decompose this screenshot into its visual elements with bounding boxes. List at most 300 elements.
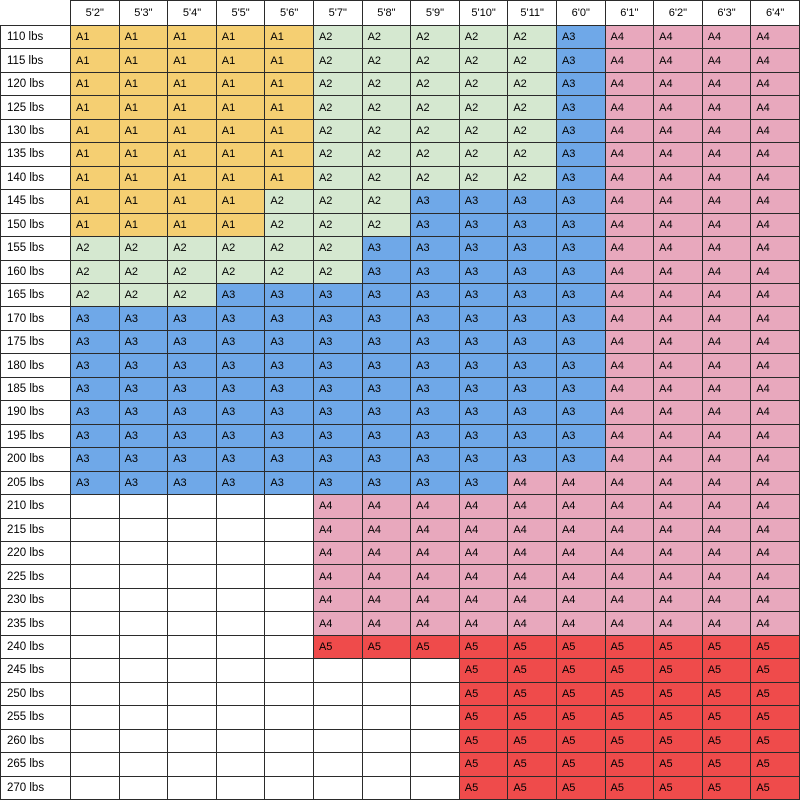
row-header-weight: 240 lbs [1,635,71,658]
matrix-cell-empty [216,753,265,776]
matrix-cell: A4 [702,143,751,166]
matrix-cell-empty [411,776,460,800]
matrix-cell: A1 [119,143,168,166]
matrix-cell: A4 [362,541,411,564]
matrix-cell: A4 [605,119,654,142]
matrix-cell: A2 [459,166,508,189]
matrix-row [1,26,800,49]
matrix-cell-empty [216,776,265,800]
matrix-cell: A3 [556,260,605,283]
matrix-cell: A4 [751,401,800,424]
row-header-weight: 120 lbs [1,72,71,95]
matrix-row [1,401,800,424]
matrix-cell: A5 [605,635,654,658]
matrix-cell: A2 [313,143,362,166]
matrix-cell-empty [216,518,265,541]
matrix-cell-empty [168,659,217,682]
matrix-cell: A2 [508,119,557,142]
matrix-cell: A2 [362,26,411,49]
matrix-cell: A4 [702,588,751,611]
matrix-cell: A1 [168,166,217,189]
matrix-cell-empty [362,776,411,800]
matrix-cell-empty [71,729,120,752]
matrix-cell: A1 [216,72,265,95]
matrix-cell: A4 [702,307,751,330]
matrix-cell: A3 [508,424,557,447]
matrix-cell: A2 [362,49,411,72]
matrix-cell: A3 [459,354,508,377]
matrix-cell: A3 [459,307,508,330]
matrix-cell-empty [265,682,314,705]
matrix-cell: A1 [71,190,120,213]
matrix-cell: A2 [362,190,411,213]
matrix-cell-empty [265,729,314,752]
matrix-cell: A4 [702,283,751,306]
matrix-cell: A4 [702,471,751,494]
matrix-cell-empty [313,776,362,800]
matrix-cell: A4 [459,541,508,564]
matrix-cell: A4 [654,354,703,377]
matrix-cell: A3 [362,377,411,400]
matrix-cell: A2 [459,72,508,95]
matrix-cell: A5 [751,682,800,705]
row-header-weight: 150 lbs [1,213,71,236]
row-header-weight: 180 lbs [1,354,71,377]
matrix-cell: A4 [362,588,411,611]
matrix-cell: A2 [216,260,265,283]
matrix-row [1,565,800,588]
matrix-cell: A1 [216,213,265,236]
matrix-cell: A4 [605,260,654,283]
matrix-cell: A1 [216,119,265,142]
matrix-cell: A5 [556,729,605,752]
matrix-cell: A3 [556,330,605,353]
matrix-cell: A3 [508,448,557,471]
matrix-cell-empty [119,565,168,588]
column-header-height: 5'10" [459,1,508,26]
matrix-cell: A3 [411,330,460,353]
matrix-cell: A4 [556,588,605,611]
matrix-cell: A2 [119,283,168,306]
row-header-weight: 270 lbs [1,776,71,800]
matrix-cell: A1 [119,26,168,49]
matrix-cell: A5 [654,729,703,752]
matrix-cell: A3 [362,424,411,447]
matrix-cell: A4 [605,213,654,236]
column-header-height: 6'0" [556,1,605,26]
matrix-cell-empty [313,659,362,682]
matrix-cell: A3 [459,448,508,471]
matrix-cell-empty [168,541,217,564]
matrix-cell: A4 [654,213,703,236]
matrix-cell: A5 [508,635,557,658]
matrix-row [1,541,800,564]
matrix-cell: A4 [411,588,460,611]
matrix-header [1,1,800,26]
matrix-cell: A3 [362,471,411,494]
matrix-cell: A2 [313,119,362,142]
row-header-weight: 145 lbs [1,190,71,213]
matrix-cell: A3 [265,307,314,330]
matrix-cell: A4 [605,49,654,72]
row-header-weight: 225 lbs [1,565,71,588]
matrix-cell-empty [168,518,217,541]
matrix-cell: A3 [556,119,605,142]
matrix-cell: A3 [362,237,411,260]
matrix-cell: A3 [362,401,411,424]
matrix-row [1,448,800,471]
matrix-cell: A5 [654,635,703,658]
matrix-row [1,495,800,518]
matrix-cell: A5 [702,706,751,729]
matrix-cell: A4 [654,237,703,260]
matrix-cell-empty [265,635,314,658]
row-header-weight: 230 lbs [1,588,71,611]
matrix-cell: A3 [265,283,314,306]
matrix-cell: A4 [556,541,605,564]
matrix-cell: A2 [508,72,557,95]
matrix-cell: A3 [216,330,265,353]
row-header-weight: 255 lbs [1,706,71,729]
matrix-cell-empty [216,565,265,588]
matrix-cell: A3 [362,330,411,353]
row-header-weight: 170 lbs [1,307,71,330]
matrix-cell: A4 [751,565,800,588]
matrix-cell: A3 [459,471,508,494]
matrix-cell: A1 [168,213,217,236]
matrix-cell: A4 [605,72,654,95]
matrix-cell: A2 [508,96,557,119]
matrix-cell: A3 [71,354,120,377]
matrix-cell: A2 [119,260,168,283]
matrix-cell: A4 [702,448,751,471]
matrix-cell: A3 [411,401,460,424]
matrix-cell: A5 [556,659,605,682]
matrix-cell-empty [265,753,314,776]
matrix-cell: A5 [459,776,508,800]
matrix-cell: A5 [654,682,703,705]
matrix-cell: A4 [751,143,800,166]
matrix-cell: A2 [313,49,362,72]
matrix-cell-empty [168,612,217,635]
matrix-cell: A5 [702,635,751,658]
matrix-cell: A4 [459,588,508,611]
matrix-cell: A5 [459,753,508,776]
matrix-cell: A3 [216,471,265,494]
matrix-cell: A4 [702,72,751,95]
column-header-height: 5'2" [71,1,120,26]
matrix-cell: A4 [605,424,654,447]
matrix-cell: A4 [654,49,703,72]
matrix-cell: A4 [751,424,800,447]
matrix-cell: A4 [751,307,800,330]
column-header-height: 5'7" [313,1,362,26]
matrix-cell-empty [119,706,168,729]
matrix-cell-empty [71,541,120,564]
matrix-cell: A4 [751,330,800,353]
matrix-cell-empty [411,729,460,752]
matrix-cell: A4 [702,541,751,564]
matrix-cell: A4 [605,471,654,494]
matrix-cell: A5 [605,753,654,776]
matrix-cell: A4 [508,518,557,541]
matrix-cell: A3 [119,377,168,400]
matrix-cell: A3 [411,283,460,306]
matrix-cell: A4 [702,518,751,541]
matrix-cell: A2 [508,143,557,166]
matrix-cell-empty [265,518,314,541]
matrix-cell: A3 [216,424,265,447]
row-header-weight: 175 lbs [1,330,71,353]
matrix-row [1,213,800,236]
matrix-cell: A1 [265,166,314,189]
matrix-cell: A5 [556,682,605,705]
matrix-cell: A4 [313,518,362,541]
matrix-cell: A3 [411,448,460,471]
matrix-row [1,143,800,166]
matrix-cell-empty [265,776,314,800]
matrix-cell: A5 [459,659,508,682]
matrix-cell-empty [168,635,217,658]
matrix-cell: A4 [654,471,703,494]
matrix-cell-empty [265,588,314,611]
matrix-cell: A1 [119,119,168,142]
matrix-cell: A4 [362,518,411,541]
matrix-cell: A2 [508,166,557,189]
row-header-weight: 195 lbs [1,424,71,447]
matrix-cell: A4 [313,495,362,518]
matrix-cell: A4 [556,471,605,494]
matrix-body [1,26,800,800]
matrix-cell-empty [216,682,265,705]
matrix-cell: A2 [313,26,362,49]
matrix-cell: A4 [605,401,654,424]
row-header-weight: 260 lbs [1,729,71,752]
matrix-cell: A3 [216,401,265,424]
matrix-cell: A4 [605,96,654,119]
matrix-cell: A5 [605,682,654,705]
column-header-height: 5'9" [411,1,460,26]
matrix-cell: A4 [556,518,605,541]
matrix-cell: A3 [265,401,314,424]
matrix-cell: A3 [556,190,605,213]
matrix-cell: A2 [508,49,557,72]
matrix-cell: A4 [605,518,654,541]
matrix-cell: A4 [605,330,654,353]
matrix-cell: A1 [216,49,265,72]
matrix-cell-empty [71,753,120,776]
row-header-weight: 185 lbs [1,377,71,400]
matrix-cell: A3 [556,354,605,377]
matrix-cell: A3 [556,448,605,471]
matrix-cell: A2 [71,260,120,283]
matrix-cell: A3 [556,96,605,119]
matrix-cell: A5 [313,635,362,658]
matrix-cell: A1 [119,72,168,95]
row-header-weight: 250 lbs [1,682,71,705]
matrix-cell: A4 [702,166,751,189]
matrix-row [1,424,800,447]
matrix-cell: A4 [605,448,654,471]
matrix-cell-empty [265,495,314,518]
matrix-cell-empty [168,776,217,800]
matrix-cell: A2 [459,49,508,72]
matrix-cell: A5 [751,776,800,800]
matrix-cell-empty [168,753,217,776]
matrix-cell: A4 [654,260,703,283]
matrix-cell: A3 [556,49,605,72]
matrix-cell: A4 [654,143,703,166]
matrix-cell: A2 [411,49,460,72]
matrix-cell: A3 [508,213,557,236]
matrix-cell: A4 [605,541,654,564]
row-header-weight: 200 lbs [1,448,71,471]
matrix-cell: A4 [654,72,703,95]
matrix-cell: A2 [71,237,120,260]
matrix-cell: A4 [702,565,751,588]
matrix-cell-empty [216,729,265,752]
matrix-cell: A3 [362,307,411,330]
matrix-cell: A3 [411,260,460,283]
matrix-cell: A1 [216,143,265,166]
column-header-height: 5'4" [168,1,217,26]
matrix-cell: A4 [751,471,800,494]
matrix-cell: A5 [459,635,508,658]
matrix-cell: A5 [702,753,751,776]
matrix-cell-empty [119,682,168,705]
matrix-cell-empty [313,682,362,705]
matrix-cell: A4 [702,237,751,260]
header-row [1,1,800,26]
matrix-cell: A3 [119,354,168,377]
matrix-cell-empty [216,659,265,682]
column-header-height: 6'2" [654,1,703,26]
matrix-cell: A4 [751,96,800,119]
matrix-cell: A5 [556,635,605,658]
matrix-cell: A1 [265,26,314,49]
matrix-cell: A1 [265,96,314,119]
matrix-cell: A5 [508,706,557,729]
matrix-cell: A1 [168,26,217,49]
matrix-cell: A3 [168,307,217,330]
matrix-cell: A3 [313,307,362,330]
matrix-cell: A1 [119,213,168,236]
matrix-cell-empty [71,659,120,682]
matrix-cell: A2 [265,260,314,283]
matrix-cell: A3 [556,283,605,306]
matrix-cell-empty [71,612,120,635]
matrix-cell: A2 [362,72,411,95]
matrix-cell: A3 [216,354,265,377]
matrix-row [1,72,800,95]
matrix-cell: A4 [702,190,751,213]
matrix-cell-empty [313,706,362,729]
matrix-cell: A3 [119,401,168,424]
row-header-weight: 135 lbs [1,143,71,166]
matrix-cell-empty [119,776,168,800]
matrix-cell: A2 [459,119,508,142]
matrix-cell: A3 [508,190,557,213]
matrix-cell: A4 [751,190,800,213]
matrix-cell: A1 [216,96,265,119]
matrix-cell: A2 [411,166,460,189]
matrix-cell: A3 [71,401,120,424]
matrix-cell-empty [119,588,168,611]
matrix-cell: A4 [556,495,605,518]
matrix-cell: A3 [508,401,557,424]
matrix-cell: A3 [459,330,508,353]
matrix-cell: A3 [556,26,605,49]
matrix-cell: A5 [508,776,557,800]
matrix-row [1,283,800,306]
row-header-weight: 215 lbs [1,518,71,541]
matrix-row [1,753,800,776]
matrix-cell: A3 [168,354,217,377]
matrix-cell: A4 [508,471,557,494]
matrix-cell: A3 [71,377,120,400]
matrix-cell: A3 [71,471,120,494]
matrix-cell: A4 [654,166,703,189]
matrix-cell-empty [216,588,265,611]
matrix-cell: A4 [751,354,800,377]
matrix-cell-empty [411,753,460,776]
matrix-cell: A4 [313,541,362,564]
matrix-cell: A4 [751,448,800,471]
matrix-cell: A4 [605,143,654,166]
matrix-cell-empty [411,682,460,705]
matrix-cell: A3 [508,237,557,260]
column-header-height: 5'6" [265,1,314,26]
matrix-cell: A1 [168,72,217,95]
matrix-cell: A2 [362,213,411,236]
matrix-cell: A5 [654,659,703,682]
corner-cell [1,1,71,26]
matrix-cell: A4 [362,495,411,518]
matrix-row [1,776,800,800]
matrix-cell: A4 [702,612,751,635]
matrix-cell: A2 [508,26,557,49]
matrix-cell: A4 [751,588,800,611]
matrix-cell: A4 [654,26,703,49]
matrix-row [1,471,800,494]
matrix-cell: A4 [313,588,362,611]
matrix-cell: A1 [71,26,120,49]
matrix-cell: A4 [654,541,703,564]
matrix-cell: A4 [702,96,751,119]
matrix-cell-empty [119,612,168,635]
row-header-weight: 115 lbs [1,49,71,72]
matrix-cell: A3 [168,448,217,471]
matrix-cell: A1 [216,190,265,213]
matrix-cell: A4 [751,119,800,142]
matrix-cell: A4 [654,330,703,353]
matrix-cell: A2 [411,26,460,49]
matrix-cell: A2 [168,260,217,283]
matrix-cell: A4 [411,565,460,588]
matrix-cell: A4 [654,307,703,330]
matrix-cell: A1 [71,166,120,189]
matrix-cell: A4 [605,354,654,377]
matrix-cell: A3 [119,307,168,330]
row-header-weight: 210 lbs [1,495,71,518]
matrix-cell: A4 [605,166,654,189]
matrix-cell-empty [216,635,265,658]
matrix-cell: A4 [411,518,460,541]
matrix-cell: A3 [556,72,605,95]
matrix-cell: A3 [313,330,362,353]
matrix-cell: A3 [119,471,168,494]
matrix-row [1,377,800,400]
